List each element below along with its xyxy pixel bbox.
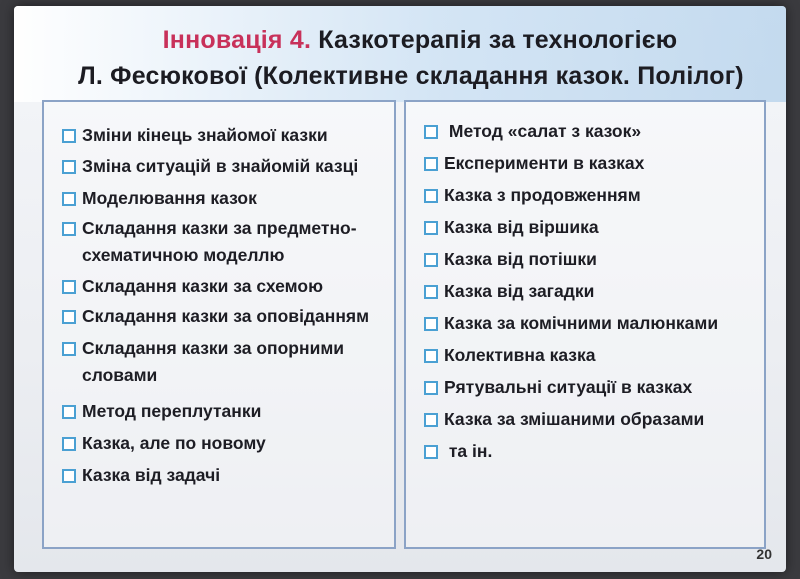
right-list-item [424, 246, 759, 273]
checkbox-icon [62, 310, 76, 324]
checkbox-icon [424, 285, 438, 299]
list-item-line1: Метод переплутанки [82, 401, 262, 421]
list-item-text: Експерименти в казках [444, 153, 645, 173]
list-item-text: Казка від загадки [444, 281, 595, 301]
right-list-item [424, 406, 759, 433]
checkbox-icon [424, 189, 438, 203]
list-item-text: Казка від потішки [444, 249, 597, 269]
checkbox-icon [424, 253, 438, 267]
list-item-text: Казка за комічними малюнками [444, 313, 719, 333]
list-item-text [82, 335, 344, 389]
right-list-item [424, 342, 759, 369]
list-item-text: Метод «салат з казок» [444, 121, 642, 141]
checkbox-icon [62, 129, 76, 143]
checkbox-icon [62, 280, 76, 294]
list-item-text: Казка за змішаними образами [444, 409, 705, 429]
right-list-item [424, 118, 759, 145]
right-list-panel [404, 100, 766, 549]
right-list-item [424, 278, 759, 305]
list-item-text: Рятувальні ситуації в казках [444, 377, 693, 397]
list-item-line1: Складання казки за опорними [82, 338, 345, 358]
list-item-text [82, 303, 369, 330]
list-item-line1: Зміни кінець знайомої казки [82, 125, 328, 145]
left-list-panel [42, 100, 396, 549]
checkbox-icon [62, 222, 76, 236]
checkbox-icon [424, 445, 438, 459]
list-item-line1: Казка від задачі [82, 465, 221, 485]
right-list-item [424, 438, 759, 465]
right-list-item [424, 214, 759, 241]
list-item-text [82, 185, 257, 212]
left-list-item [62, 398, 387, 425]
list-item-text: Казка з продовженням [444, 185, 641, 205]
left-list-item [62, 153, 387, 180]
list-item-line1: Складання казки за схемою [82, 276, 324, 296]
checkbox-icon [424, 125, 438, 139]
list-item-text [82, 122, 328, 149]
list-item-line1: Складання казки за предметно- [82, 218, 357, 238]
left-list-item [62, 185, 387, 212]
slide [14, 6, 786, 572]
list-item-text: Колективна казка [444, 345, 596, 365]
title-line1-text: Казкотерапія за технологією [311, 26, 678, 54]
list-item-text [82, 153, 358, 180]
list-item-text [82, 398, 261, 425]
checkbox-icon [424, 349, 438, 363]
checkbox-icon [62, 469, 76, 483]
left-list-item [62, 273, 387, 300]
checkbox-icon [62, 192, 76, 206]
checkbox-icon [62, 160, 76, 174]
checkbox-icon [62, 342, 76, 356]
checkbox-icon [424, 381, 438, 395]
list-item-line1: Моделювання казок [82, 188, 257, 208]
list-item-line1: Казка, але по новому [82, 433, 266, 453]
right-list-item [424, 150, 759, 177]
right-list-item [424, 310, 759, 337]
list-item-line1: Зміна ситуацій в знайомій казці [82, 156, 359, 176]
left-list-item [62, 215, 387, 269]
left-list-item [62, 430, 387, 457]
left-list-item [62, 335, 387, 389]
left-list-item [62, 122, 387, 149]
checkbox-icon [424, 317, 438, 331]
slide-title-line1 [14, 26, 786, 55]
list-item-text [82, 215, 357, 269]
left-list-item [62, 462, 387, 489]
title-accent: Інновація 4. [162, 26, 312, 54]
list-item-line1: Складання казки за оповіданням [82, 306, 370, 326]
slide-title-line2: Л. Фесюкової (Колективне складання казок. Полілог) [78, 62, 744, 90]
list-item-line2: схематичною моделлю [82, 245, 285, 265]
right-list-item [424, 182, 759, 209]
checkbox-icon [62, 437, 76, 451]
page-number: 20 [756, 546, 772, 562]
list-item-text [82, 462, 220, 489]
checkbox-icon [424, 221, 438, 235]
list-item-text [82, 273, 323, 300]
list-item-text: та ін. [444, 441, 493, 461]
right-list-item [424, 374, 759, 401]
checkbox-icon [424, 157, 438, 171]
left-list-item [62, 303, 387, 330]
list-item-text [82, 430, 266, 457]
list-item-text: Казка від віршика [444, 217, 599, 237]
checkbox-icon [62, 405, 76, 419]
list-item-line2: словами [82, 365, 158, 385]
checkbox-icon [424, 413, 438, 427]
